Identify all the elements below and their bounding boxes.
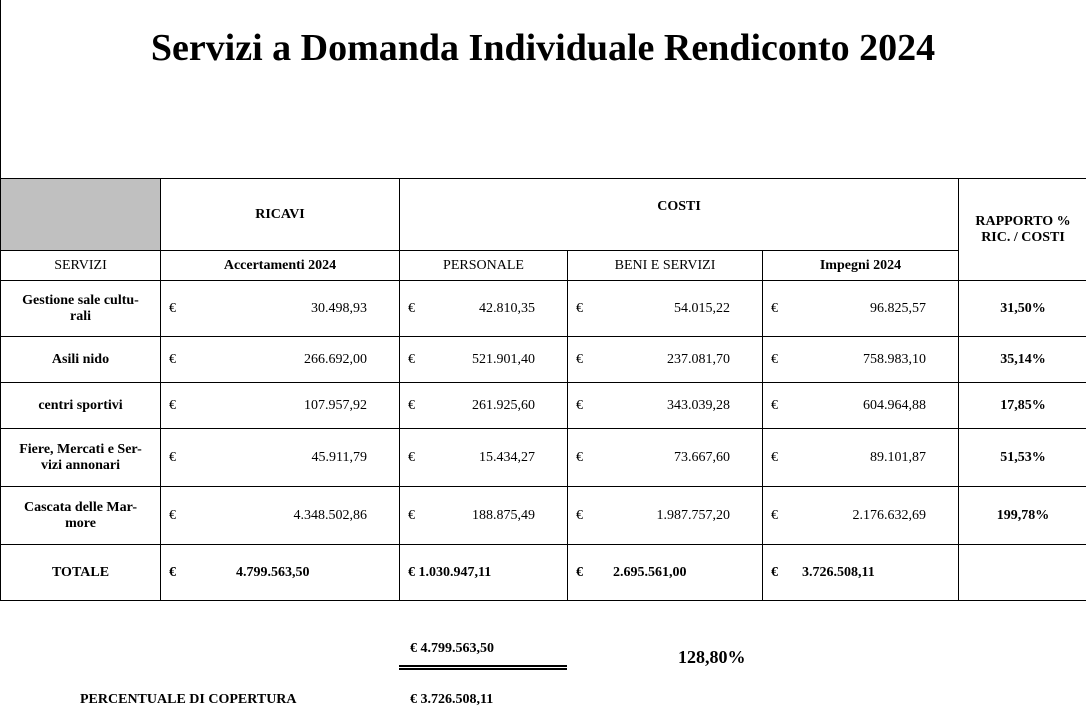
amount: 96.825,57 bbox=[870, 300, 927, 316]
totals-row bbox=[1, 545, 1086, 601]
total-impegni-cell bbox=[763, 545, 959, 601]
header-row-1 bbox=[1, 179, 1086, 251]
currency-symbol: € bbox=[408, 397, 415, 413]
personale-cell bbox=[400, 383, 568, 429]
table-row bbox=[1, 337, 1086, 383]
impegni-cell bbox=[763, 337, 959, 383]
service-name-line1: Cascata delle Mar- bbox=[24, 499, 137, 515]
currency-symbol: € bbox=[771, 449, 778, 465]
servizi-header: SERVIZI bbox=[1, 251, 161, 281]
accertamenti-cell bbox=[161, 337, 400, 383]
coverage-percent: 128,80% bbox=[678, 647, 746, 667]
amount: 45.911,79 bbox=[311, 449, 367, 465]
amount: 758.983,10 bbox=[863, 351, 927, 367]
currency-symbol: € bbox=[771, 300, 778, 316]
service-name-line2: more bbox=[65, 515, 96, 531]
amount: 15.434,27 bbox=[479, 449, 535, 465]
amount: 266.692,00 bbox=[304, 351, 367, 367]
beni-cell bbox=[568, 487, 763, 545]
impegni-cell bbox=[763, 487, 959, 545]
amount: 2.176.632,69 bbox=[852, 507, 927, 523]
currency-symbol: € bbox=[771, 564, 778, 580]
services-table bbox=[0, 178, 1086, 601]
personale-cell bbox=[400, 487, 568, 545]
currency-symbol: € bbox=[576, 507, 583, 523]
table-row bbox=[1, 281, 1086, 337]
amount: 73.667,60 bbox=[674, 449, 730, 465]
amount: 42.810,35 bbox=[479, 300, 535, 316]
currency-symbol: € bbox=[576, 300, 583, 316]
service-name-line1: Gestione sale cultu- bbox=[22, 292, 139, 308]
currency-symbol: € bbox=[408, 300, 415, 316]
currency-symbol: € bbox=[169, 397, 176, 413]
service-name bbox=[1, 429, 161, 487]
rapporto-header-line2: RIC. / COSTI bbox=[981, 229, 1065, 245]
amount: 237.081,70 bbox=[667, 351, 730, 367]
currency-symbol: € bbox=[576, 449, 583, 465]
rapporto-cell: 51,53% bbox=[959, 429, 1086, 487]
impegni-header: Impegni 2024 bbox=[763, 251, 959, 281]
currency-symbol: € bbox=[169, 449, 176, 465]
beni-servizi-header: BENI E SERVIZI bbox=[568, 251, 763, 281]
personale-cell bbox=[400, 429, 568, 487]
accertamenti-cell bbox=[161, 281, 400, 337]
header-row-2 bbox=[1, 251, 1086, 281]
service-name-line1: Fiere, Mercati e Ser- bbox=[19, 441, 142, 457]
beni-cell bbox=[568, 281, 763, 337]
table-row bbox=[1, 429, 1086, 487]
ricavi-header: RICAVI bbox=[161, 179, 400, 251]
amount: 30.498,93 bbox=[311, 300, 367, 316]
total-personale-cell bbox=[400, 545, 568, 601]
amount: € 1.030.947,11 bbox=[408, 564, 492, 580]
costi-header: COSTI bbox=[400, 179, 959, 251]
beni-cell bbox=[568, 429, 763, 487]
rapporto-header-line1: RAPPORTO % bbox=[975, 213, 1071, 229]
amount: 2.695.561,00 bbox=[613, 564, 687, 580]
coverage-label: PERCENTUALE DI COPERTURA bbox=[80, 692, 297, 707]
currency-symbol: € bbox=[576, 351, 583, 367]
service-name bbox=[1, 337, 161, 383]
beni-cell bbox=[568, 337, 763, 383]
currency-symbol: € bbox=[408, 507, 415, 523]
total-beni-cell bbox=[568, 545, 763, 601]
coverage-denominator: € 3.726.508,11 bbox=[410, 692, 494, 707]
currency-symbol: € bbox=[576, 564, 583, 580]
currency-symbol: € bbox=[169, 300, 176, 316]
amount: 4.348.502,86 bbox=[293, 507, 367, 523]
currency-symbol: € bbox=[169, 564, 176, 580]
rapporto-header bbox=[959, 179, 1086, 281]
service-name-line1: Asili nido bbox=[51, 351, 110, 367]
amount: 521.901,40 bbox=[472, 351, 535, 367]
rapporto-cell: 199,78% bbox=[959, 487, 1086, 545]
amount: 1.987.757,20 bbox=[656, 507, 730, 523]
currency-symbol: € bbox=[771, 397, 778, 413]
currency-symbol: € bbox=[576, 397, 583, 413]
rapporto-cell: 17,85% bbox=[959, 383, 1086, 429]
currency-symbol: € bbox=[771, 351, 778, 367]
amount: 188.875,49 bbox=[472, 507, 535, 523]
table-row bbox=[1, 383, 1086, 429]
impegni-cell bbox=[763, 429, 959, 487]
table-row bbox=[1, 487, 1086, 545]
accertamenti-cell bbox=[161, 487, 400, 545]
accertamenti-header: Accertamenti 2024 bbox=[161, 251, 400, 281]
amount: 604.964,88 bbox=[863, 397, 927, 413]
accertamenti-cell bbox=[161, 383, 400, 429]
currency-symbol: € bbox=[169, 351, 176, 367]
amount: 343.039,28 bbox=[667, 397, 730, 413]
personale-header: PERSONALE bbox=[400, 251, 568, 281]
amount: 3.726.508,11 bbox=[802, 564, 875, 580]
amount: 261.925,60 bbox=[472, 397, 535, 413]
amount: 107.957,92 bbox=[304, 397, 367, 413]
currency-symbol: € bbox=[408, 351, 415, 367]
double-underline bbox=[399, 665, 567, 670]
rapporto-cell: 35,14% bbox=[959, 337, 1086, 383]
total-accertamenti-cell bbox=[161, 545, 400, 601]
impegni-cell bbox=[763, 383, 959, 429]
page-title: Servizi a Domanda Individuale Rendiconto 2024 bbox=[150, 27, 936, 69]
service-name-line2: vizi annonari bbox=[41, 457, 120, 473]
personale-cell bbox=[400, 337, 568, 383]
service-name bbox=[1, 487, 161, 545]
accertamenti-cell bbox=[161, 429, 400, 487]
total-rapporto-cell bbox=[959, 545, 1086, 601]
service-name-line1: centri sportivi bbox=[38, 397, 123, 413]
personale-cell bbox=[400, 281, 568, 337]
service-name-line2: rali bbox=[70, 308, 91, 324]
beni-cell bbox=[568, 383, 763, 429]
currency-symbol: € bbox=[408, 449, 415, 465]
coverage-numerator: € 4.799.563,50 bbox=[410, 641, 494, 656]
currency-symbol: € bbox=[771, 507, 778, 523]
amount: 4.799.563,50 bbox=[236, 564, 310, 580]
service-name bbox=[1, 383, 161, 429]
amount: 89.101,87 bbox=[870, 449, 927, 465]
rapporto-cell: 31,50% bbox=[959, 281, 1086, 337]
impegni-cell bbox=[763, 281, 959, 337]
service-name bbox=[1, 281, 161, 337]
currency-symbol: € bbox=[169, 507, 176, 523]
header-blank-cell bbox=[1, 179, 161, 251]
amount: 54.015,22 bbox=[674, 300, 730, 316]
totale-label: TOTALE bbox=[1, 545, 161, 601]
